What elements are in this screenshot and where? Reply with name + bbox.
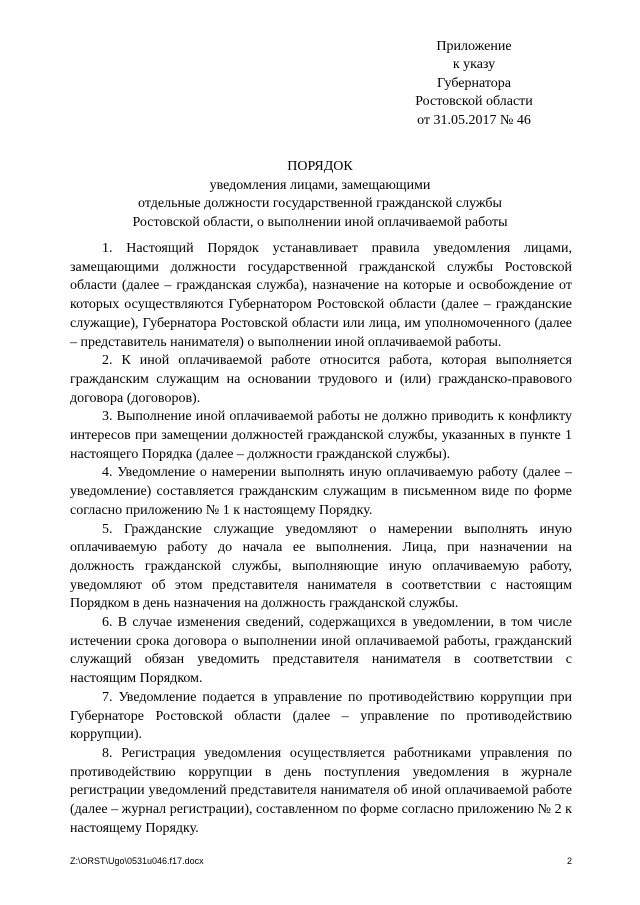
appendix-date-line: от 31.05.2017 № 46 (417, 112, 531, 128)
appendix-block (384, 38, 564, 130)
appendix-line: Приложение (436, 39, 512, 54)
paragraph-5: 5. Гражданские служащие уведомляют о намерении выполнять иную оплачиваемую работу до начала ее выполнения. Лица, при назначении на должность гражданской службы, выполняющие иную оплачиваемую работу, уведомляют об этом представителя нанимателя в соответствии с настоящим Порядком в день назначения на должность гражданской службы. (70, 521, 572, 612)
paragraph-6: 6. В случае изменения сведений, содержащихся в уведомлении, в том числе истечении срока договора о выполнении иной оплачиваемой работы, гражданский служащий обязан уведомить представителя нанимателя в соответствии с настоящим Порядком. (70, 615, 572, 687)
title-subtitle-line: уведомления лицами, замещающими (209, 177, 431, 193)
paragraph-7: 7. Уведомление подается в управление по противодействию коррупции при Губернаторе Ростовской области (далее – управление по противодействию коррупции). (70, 689, 572, 743)
appendix-line: Губернатора (436, 75, 512, 91)
appendix-line: Ростовской области (415, 94, 533, 110)
document-body (70, 240, 572, 839)
document-title (70, 158, 570, 232)
paragraph-8: 8. Регистрация уведомления осуществляется работниками управления по противодействию коррупции в день поступления уведомления в журнале регистрации уведомлений представителя нанимателя об иной оплачиваемой работе (далее – журнал регистрации), составленном по форме согласно приложению № 2 к настоящему Порядку. (70, 745, 572, 836)
page-number: 2 (566, 856, 572, 866)
title-subtitle-line: Ростовской области, о выполнении иной оплачиваемой работы (132, 214, 508, 230)
appendix-line: к указу (452, 57, 496, 73)
paragraph-1: 1. Настоящий Порядок устанавливает правила уведомления лицами, замещающими должности государственной гражданской службы Ростовской области (далее – гражданская служба), назначение на которые и освобождение от которых осуществляются Губернатором Ростовской области (далее – гражданские служащие), Губернатора Ростовской области или лица, им уполномоченного (далее – представитель нанимателя) о выполнении иной оплачиваемой работы. (70, 241, 572, 350)
paragraph-2: 2. К иной оплачиваемой работе относится работа, которая выполняется гражданским служащим на основании трудового и (или) гражданско-правового договора (договоров). (70, 353, 572, 406)
page-footer (70, 856, 572, 866)
title-subtitle-line: отдельные должности государственной гражданской службы (138, 196, 502, 212)
footer-file-path: Z:\ORST\Ugo\0531u046.f17.docx (70, 856, 204, 866)
title-heading: ПОРЯДОК (287, 159, 353, 174)
paragraph-4: 4. Уведомление о намерении выполнять иную оплачиваемую работу (далее – уведомление) составляется гражданским служащим в письменном виде по форме согласно приложению № 1 к настоящему Порядку. (70, 465, 572, 518)
paragraph-3: 3. Выполнение иной оплачиваемой работы не должно приводить к конфликту интересов при замещении должностей гражданской службы, указанных в пункте 1 настоящего Порядка (далее – должности гражданской службы). (70, 409, 572, 462)
